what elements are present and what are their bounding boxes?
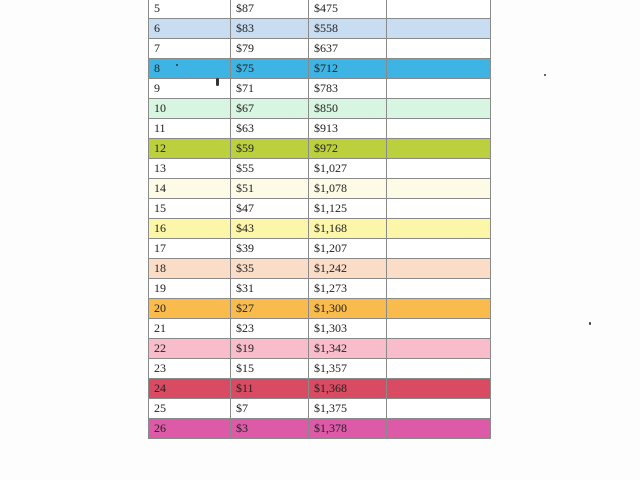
table-row bbox=[149, 159, 491, 179]
blank-cell bbox=[387, 159, 491, 179]
table-row bbox=[149, 199, 491, 219]
blank-cell bbox=[387, 359, 491, 379]
blank-cell bbox=[387, 0, 491, 19]
amount-cell: $59 bbox=[231, 139, 309, 159]
cumulative-total-cell: $712 bbox=[309, 59, 387, 79]
table-row bbox=[149, 339, 491, 359]
amount-cell: $35 bbox=[231, 259, 309, 279]
scan-speck bbox=[216, 78, 219, 86]
amount-cell: $75 bbox=[231, 59, 309, 79]
cumulative-total-cell: $1,273 bbox=[309, 279, 387, 299]
scan-speck bbox=[544, 74, 546, 76]
amount-cell: $55 bbox=[231, 159, 309, 179]
blank-cell bbox=[387, 179, 491, 199]
amount-cell: $19 bbox=[231, 339, 309, 359]
row-number-cell: 18 bbox=[149, 259, 231, 279]
amount-cell: $11 bbox=[231, 379, 309, 399]
row-number-cell: 26 bbox=[149, 419, 231, 439]
cumulative-total-cell: $637 bbox=[309, 39, 387, 59]
blank-cell bbox=[387, 279, 491, 299]
row-number-cell: 9 bbox=[149, 79, 231, 99]
payment-table bbox=[148, 0, 491, 439]
row-number-cell: 13 bbox=[149, 159, 231, 179]
cumulative-total-cell: $1,342 bbox=[309, 339, 387, 359]
row-number-cell: 24 bbox=[149, 379, 231, 399]
table-row bbox=[149, 219, 491, 239]
table-row bbox=[149, 319, 491, 339]
row-number-cell: 17 bbox=[149, 239, 231, 259]
payment-table-body bbox=[149, 0, 491, 439]
cumulative-total-cell: $558 bbox=[309, 19, 387, 39]
amount-cell: $15 bbox=[231, 359, 309, 379]
blank-cell bbox=[387, 59, 491, 79]
amount-cell: $63 bbox=[231, 119, 309, 139]
cumulative-total-cell: $1,242 bbox=[309, 259, 387, 279]
table-row bbox=[149, 419, 491, 439]
cumulative-total-cell: $1,168 bbox=[309, 219, 387, 239]
table-row bbox=[149, 259, 491, 279]
row-number-cell: 5 bbox=[149, 0, 231, 19]
table-row bbox=[149, 139, 491, 159]
blank-cell bbox=[387, 39, 491, 59]
row-number-cell: 23 bbox=[149, 359, 231, 379]
row-number-cell: 21 bbox=[149, 319, 231, 339]
blank-cell bbox=[387, 79, 491, 99]
table-row bbox=[149, 0, 491, 19]
amount-cell: $39 bbox=[231, 239, 309, 259]
amount-cell: $31 bbox=[231, 279, 309, 299]
blank-cell bbox=[387, 99, 491, 119]
row-number-cell: 25 bbox=[149, 399, 231, 419]
cumulative-total-cell: $1,027 bbox=[309, 159, 387, 179]
blank-cell bbox=[387, 379, 491, 399]
cumulative-total-cell: $1,375 bbox=[309, 399, 387, 419]
blank-cell bbox=[387, 119, 491, 139]
row-number-cell: 14 bbox=[149, 179, 231, 199]
row-number-cell: 7 bbox=[149, 39, 231, 59]
cumulative-total-cell: $972 bbox=[309, 139, 387, 159]
cumulative-total-cell: $1,078 bbox=[309, 179, 387, 199]
cumulative-total-cell: $1,303 bbox=[309, 319, 387, 339]
amount-cell: $67 bbox=[231, 99, 309, 119]
row-number-cell: 19 bbox=[149, 279, 231, 299]
blank-cell bbox=[387, 419, 491, 439]
cumulative-total-cell: $1,207 bbox=[309, 239, 387, 259]
blank-cell bbox=[387, 19, 491, 39]
row-number-cell: 8 bbox=[149, 59, 231, 79]
table-row bbox=[149, 299, 491, 319]
amount-cell: $47 bbox=[231, 199, 309, 219]
scan-speck bbox=[176, 64, 178, 66]
cumulative-total-cell: $1,378 bbox=[309, 419, 387, 439]
cumulative-total-cell: $1,125 bbox=[309, 199, 387, 219]
table-row bbox=[149, 279, 491, 299]
blank-cell bbox=[387, 219, 491, 239]
table-row bbox=[149, 19, 491, 39]
blank-cell bbox=[387, 239, 491, 259]
cumulative-total-cell: $1,357 bbox=[309, 359, 387, 379]
amount-cell: $83 bbox=[231, 19, 309, 39]
amount-cell: $79 bbox=[231, 39, 309, 59]
row-number-cell: 22 bbox=[149, 339, 231, 359]
amount-cell: $27 bbox=[231, 299, 309, 319]
table-row bbox=[149, 399, 491, 419]
amount-cell: $87 bbox=[231, 0, 309, 19]
scan-speck bbox=[589, 322, 591, 325]
table-row bbox=[149, 79, 491, 99]
row-number-cell: 6 bbox=[149, 19, 231, 39]
row-number-cell: 20 bbox=[149, 299, 231, 319]
blank-cell bbox=[387, 139, 491, 159]
table-row bbox=[149, 59, 491, 79]
table-row bbox=[149, 359, 491, 379]
table-row bbox=[149, 99, 491, 119]
cumulative-total-cell: $475 bbox=[309, 0, 387, 19]
blank-cell bbox=[387, 319, 491, 339]
table-row bbox=[149, 119, 491, 139]
amount-cell: $43 bbox=[231, 219, 309, 239]
row-number-cell: 10 bbox=[149, 99, 231, 119]
row-number-cell: 15 bbox=[149, 199, 231, 219]
blank-cell bbox=[387, 299, 491, 319]
table-row bbox=[149, 239, 491, 259]
table-row bbox=[149, 179, 491, 199]
amount-cell: $51 bbox=[231, 179, 309, 199]
blank-cell bbox=[387, 339, 491, 359]
cumulative-total-cell: $1,300 bbox=[309, 299, 387, 319]
amount-cell: $71 bbox=[231, 79, 309, 99]
cumulative-total-cell: $1,368 bbox=[309, 379, 387, 399]
table-row bbox=[149, 39, 491, 59]
blank-cell bbox=[387, 399, 491, 419]
row-number-cell: 16 bbox=[149, 219, 231, 239]
blank-cell bbox=[387, 199, 491, 219]
cumulative-total-cell: $850 bbox=[309, 99, 387, 119]
amount-cell: $3 bbox=[231, 419, 309, 439]
cumulative-total-cell: $783 bbox=[309, 79, 387, 99]
cumulative-total-cell: $913 bbox=[309, 119, 387, 139]
row-number-cell: 12 bbox=[149, 139, 231, 159]
row-number-cell: 11 bbox=[149, 119, 231, 139]
table-row bbox=[149, 379, 491, 399]
blank-cell bbox=[387, 259, 491, 279]
amount-cell: $7 bbox=[231, 399, 309, 419]
amount-cell: $23 bbox=[231, 319, 309, 339]
